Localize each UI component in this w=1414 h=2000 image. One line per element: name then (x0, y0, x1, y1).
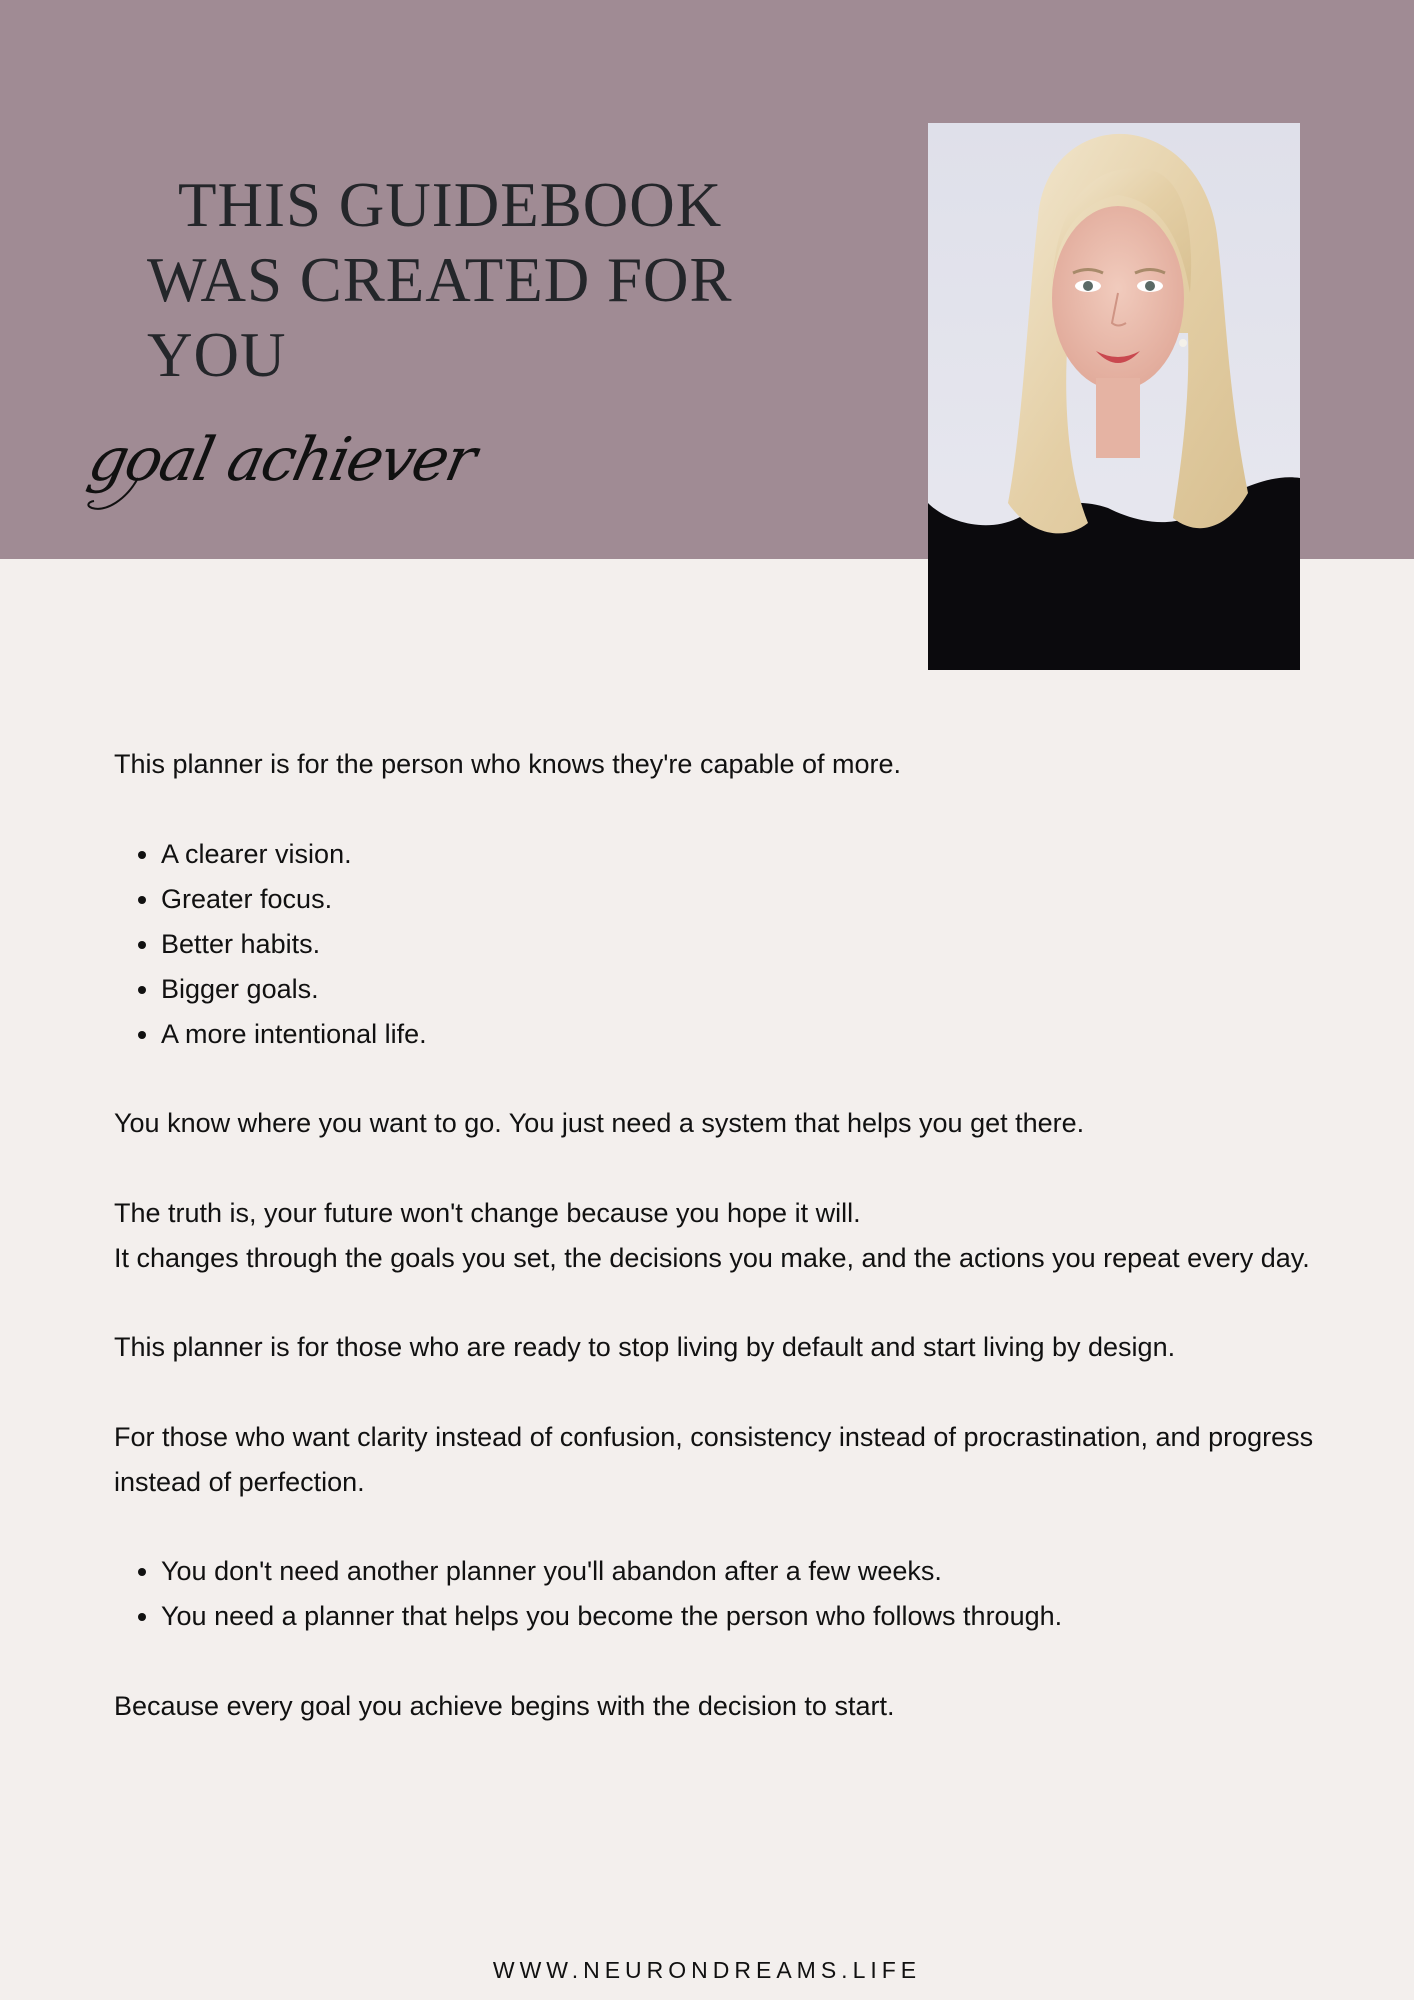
closing-paragraph: Because every goal you achieve begins with the decision to start. (114, 1690, 895, 1721)
title-line-1: THIS GUIDEBOOK (178, 170, 723, 240)
paragraph-truth-2: It changes through the goals you set, the decisions you make, and the actions you repeat every day. (114, 1242, 1310, 1273)
page-title (147, 168, 787, 393)
body-content (114, 742, 1314, 1729)
planner-list (114, 1549, 1314, 1639)
paragraph-truth-1: The truth is, your future won't change because you hope it will. (114, 1197, 861, 1228)
list-item: • Better habits. (161, 922, 1314, 967)
title-line-2: WAS CREATED FOR (147, 245, 733, 315)
paragraph-ready: This planner is for those who are ready to stop living by default and start living by design. (114, 1332, 1176, 1362)
list-item: • Bigger goals. (161, 967, 1314, 1012)
list-item: • A more intentional life. (161, 1012, 1314, 1057)
list-item: • You don't need another planner you'll abandon after a few weeks. (161, 1549, 1314, 1594)
list-item: • Greater focus. (161, 877, 1314, 922)
paragraph-clarity: For those who want clarity instead of confusion, consistency instead of procrastination, and progress instead of perfection. (114, 1421, 1314, 1497)
intro-paragraph: This planner is for the person who knows they're capable of more. (114, 749, 902, 779)
benefits-list (114, 832, 1314, 1057)
list-item: • You need a planner that helps you become the person who follows through. (161, 1594, 1314, 1639)
script-subtitle: goal achiever (82, 425, 481, 495)
list-item: • A clearer vision. (161, 832, 1314, 877)
portrait-photo (928, 123, 1300, 670)
title-line-3: YOU (147, 320, 287, 390)
paragraph-know: You know where you want to go. You just need a system that helps you get there. (114, 1108, 1085, 1138)
footer-url: WWW.NEURONDREAMS.LIFE (492, 1957, 922, 1983)
